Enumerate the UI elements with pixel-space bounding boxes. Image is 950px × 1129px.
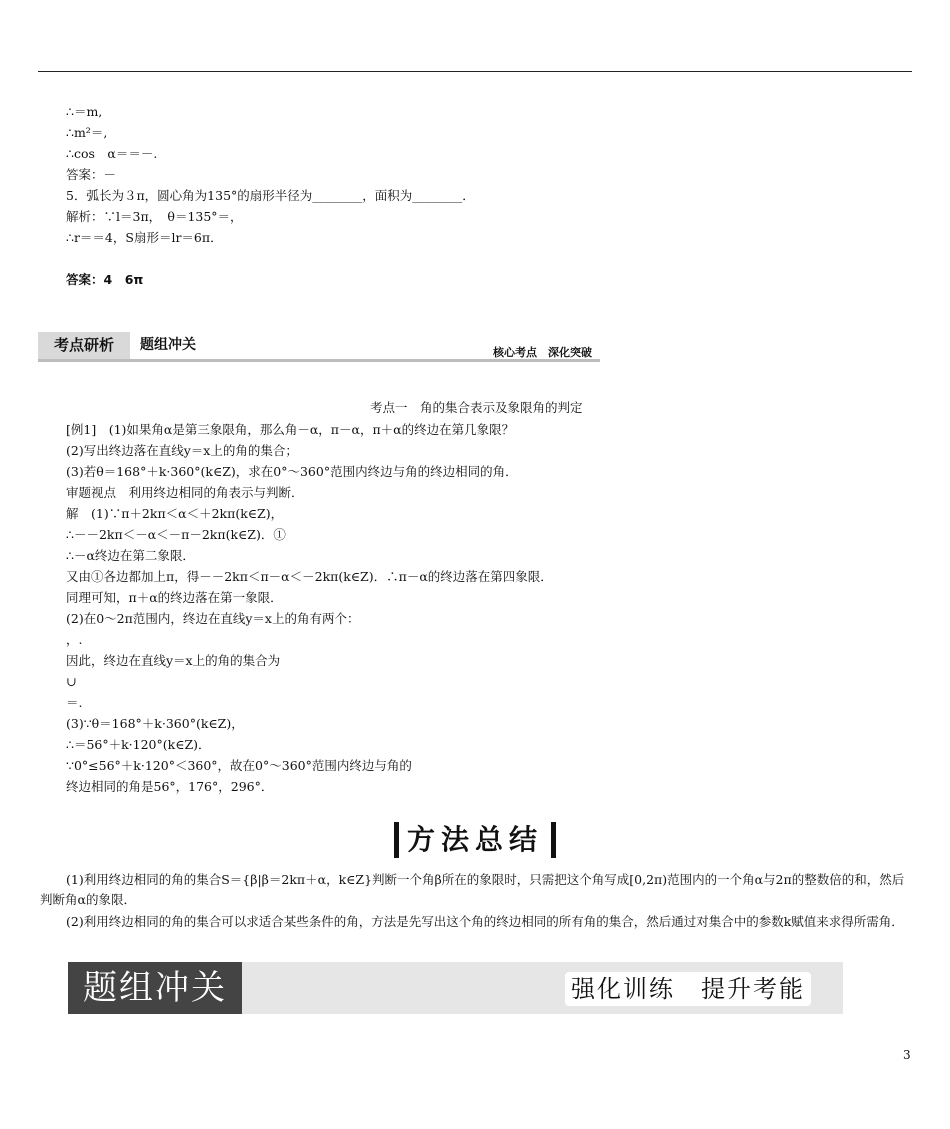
text-line: ∴＝m,	[66, 104, 103, 119]
example-line: (3)若θ＝168°＋k·360°(k∈Z)，求在0°～360°范围内终边与角的终边相同的角．	[66, 464, 518, 479]
answer-line: 答案：4 6π	[66, 272, 144, 287]
example-line: (2)在0～2π范围内，终边在直线y＝x上的角有两个：	[66, 611, 360, 626]
example-line: ，.	[66, 632, 83, 647]
example-line: ＝.	[66, 695, 83, 710]
example-line: 因此，终边在直线y＝x上的角的集合为	[66, 653, 281, 668]
method-summary-title: 方法总结	[394, 822, 556, 858]
section-title: 题组冲关	[140, 337, 196, 353]
example-line: 同理可知，π＋α的终边落在第一象限．	[66, 590, 283, 605]
example-line: ∴－α终边在第二象限．	[66, 548, 195, 563]
example-line: ∵0°≤56°＋k·120°＜360°，故在0°～360°范围内终边与角的	[66, 758, 412, 773]
example-line: (2)写出终边落在直线y＝x上的角的集合；	[66, 443, 298, 458]
example-line: ∴＝56°＋k·120°(k∈Z)．	[66, 737, 211, 752]
section-label: 考点研析	[38, 332, 130, 359]
section-subtitle: 核心考点 深化突破	[493, 346, 592, 359]
method-summary-heading	[0, 822, 950, 858]
question-5: 5．弧长为３π，圆心角为135°的扇形半径为________，面积为________．	[66, 188, 475, 203]
example-line: (3)∵θ＝168°＋k·360°(k∈Z)，	[66, 716, 244, 731]
text-line: 解析：∵l＝3π， θ＝135°＝，	[66, 209, 243, 224]
text-line: ∴cos α＝＝－.	[66, 146, 158, 161]
text-line: 答案：－	[66, 167, 117, 182]
practice-banner	[68, 962, 843, 1014]
text-line: ∴r＝＝4，S扇形＝lr＝6π．	[66, 230, 223, 245]
example-line: 终边相同的角是56°，176°，296°．	[66, 779, 274, 794]
header-rule	[38, 71, 912, 72]
banner-title: 题组冲关	[68, 962, 242, 1014]
topic-title: 考点一 角的集合表示及象限角的判定	[370, 400, 583, 415]
example-line: 解 (1)∵π＋2kπ＜α＜＋2kπ(k∈Z)，	[66, 506, 284, 521]
example-line: ∴－－2kπ＜－α＜－π－2kπ(k∈Z)．①	[66, 527, 286, 542]
example-line: [例1] (1)如果角α是第三象限角，那么角－α，π－α，π＋α的终边在第几象限？	[66, 422, 515, 437]
example-line: ∪	[66, 674, 77, 689]
method-paragraph-2: (2)利用终边相同的角的集合可以求适合某些条件的角，方法是先写出这个角的终边相同的所有角的集合，然后通过对集合中的参数k赋值来求得所需角．	[66, 914, 904, 929]
banner-subtitle: 强化训练 提升考能	[565, 972, 811, 1006]
example-line: 审题视点 利用终边相同的角表示与判断．	[66, 485, 304, 500]
example-line: 又由①各边都加上π，得－－2kπ＜π－α＜－2kπ(k∈Z)．∴π－α的终边落在第四象限．	[66, 569, 553, 584]
section-underline	[38, 359, 600, 362]
text-line: ∴m²＝,	[66, 125, 108, 140]
section-header	[38, 332, 600, 362]
page-number: 3	[903, 1048, 911, 1062]
method-paragraph-1: (1)利用终边相同的角的集合S＝{β|β＝2kπ＋α，k∈Z}判断一个角β所在的象限时，只需把这个角写成[0,2π)范围内的一个角α与2π的整数倍的和，然后判断角α的象限．	[40, 872, 905, 907]
